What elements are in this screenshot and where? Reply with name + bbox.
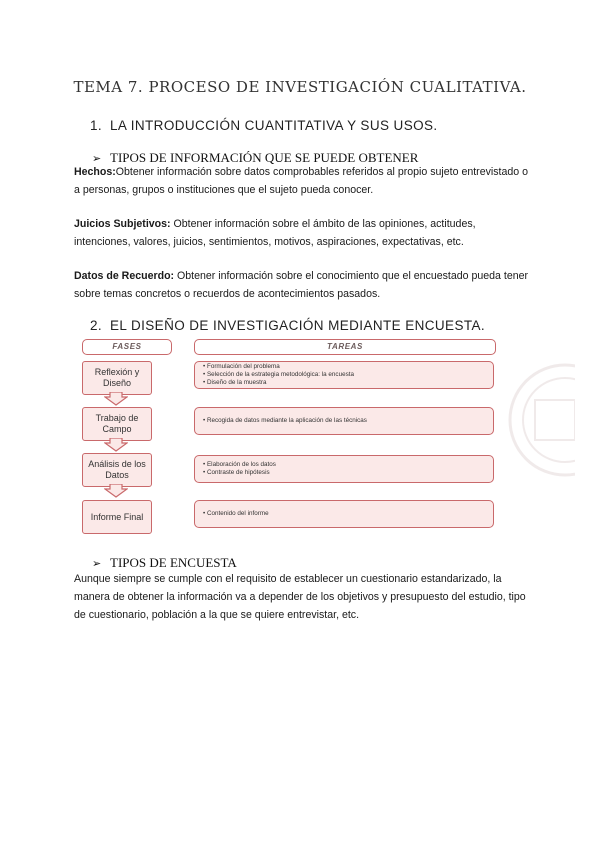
tasks-analisis-datos <box>194 455 494 483</box>
tasks-informe-final <box>194 500 494 528</box>
item-text: Obtener información sobre el ámbito de las opiniones, actitudes, intenciones, valores, juicios, sentimientos, motivos, aspiraciones, expectativas, etc. <box>74 218 476 248</box>
task-item: • Diseño de la muestra <box>203 379 485 387</box>
item-text: Obtener información sobre datos comprobables referidos al propio sujeto entrevistado o a personas, grupos o instituciones que el sujeto pueda conocer. <box>74 166 529 196</box>
bullet-heading-text: TIPOS DE ENCUESTA <box>110 555 237 570</box>
down-arrow-icon <box>104 438 128 452</box>
task-item: • Selección de la estrategia metodológica: la encuesta <box>203 371 485 379</box>
down-arrow-icon <box>104 392 128 406</box>
task-item: • Contraste de hipótesis <box>203 469 485 477</box>
phase-analisis-datos: Análisis de los Datos <box>82 453 152 487</box>
phase-informe-final: Informe Final <box>82 500 152 534</box>
item-juicios-subjetivos <box>74 215 534 251</box>
task-item: • Formulación del problema <box>203 363 485 371</box>
task-item: • Contenido del informe <box>203 510 485 518</box>
arrow-bullet-icon: ➢ <box>92 153 102 165</box>
section-2-heading <box>90 318 485 333</box>
task-item: • Recogida de datos mediante la aplicación de las técnicas <box>203 417 485 425</box>
closing-paragraph: Aunque siempre se cumple con el requisito de establecer un cuestionario estandarizado, la manera de obtener la información va a depender de los objetivos y presupuesto del estudio, tipo de cuestionario, población a la que se quiere entrevistar, etc. <box>74 573 526 621</box>
task-item: • Elaboración de los datos <box>203 461 485 469</box>
col-header-tareas: TAREAS <box>194 339 496 355</box>
bullet-heading-text: TIPOS DE INFORMACIÓN QUE SE PUEDE OBTENER <box>110 150 419 165</box>
section-2-text: EL DISEÑO DE INVESTIGACIÓN MEDIANTE ENCUESTA. <box>110 318 486 333</box>
item-hechos <box>74 163 534 199</box>
phase-reflexion-diseno: Reflexión y Diseño <box>82 361 152 395</box>
item-label: Hechos: <box>74 166 116 178</box>
bullet-heading-survey-types <box>92 555 237 571</box>
section-1-number: 1. <box>90 118 103 133</box>
tasks-trabajo-campo <box>194 407 494 435</box>
col-header-fases: FASES <box>82 339 172 355</box>
tasks-reflexion-diseno <box>194 361 494 389</box>
item-text: Obtener información sobre el conocimiento que el encuestado pueda tener sobre temas concretos o recuerdos de acontecimientos pasados. <box>74 270 529 300</box>
seal-watermark-icon <box>505 360 575 480</box>
item-label: Datos de Recuerdo: <box>74 270 175 282</box>
item-datos-recuerdo <box>74 267 534 303</box>
item-label: Juicios Subjetivos: <box>74 218 171 230</box>
survey-phases-diagram <box>82 339 498 534</box>
arrow-bullet-icon: ➢ <box>92 558 102 570</box>
section-1-text: LA INTRODUCCIÓN CUANTITATIVA Y SUS USOS. <box>110 118 438 133</box>
phase-trabajo-campo: Trabajo de Campo <box>82 407 152 441</box>
down-arrow-icon <box>104 484 128 498</box>
section-1-heading <box>90 118 438 133</box>
page-title: TEMA 7. PROCESO DE INVESTIGACIÓN CUALITATIVA. <box>73 78 527 96</box>
section-2-number: 2. <box>90 318 103 333</box>
